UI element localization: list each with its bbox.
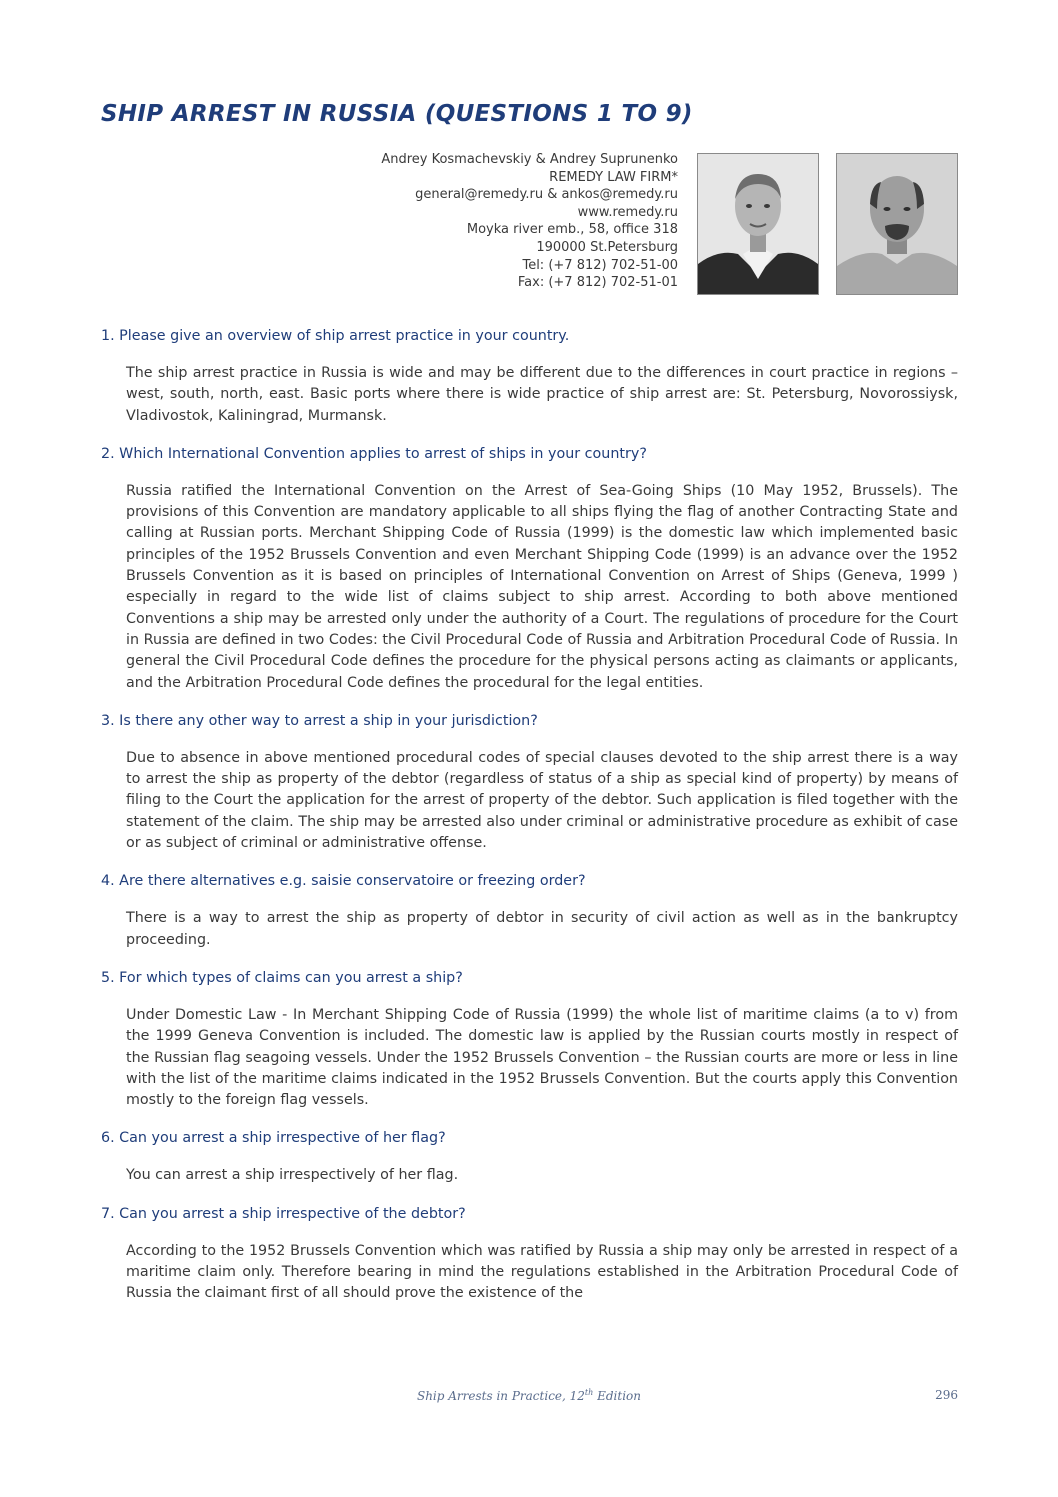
author-photo-1	[697, 153, 819, 295]
footer-publication-title	[0, 1388, 1058, 1403]
author-photo-2	[836, 153, 958, 295]
answer-1: The ship arrest practice in Russia is wide and may be different due to the differences in court practice in regions – west, south, north, east. Basic ports where there is wide practice of ship arrest are: St. Petersburg, Novorossiysk, Vladivostok, Kaliningrad, Murmansk.	[126, 365, 958, 424]
answer-3: Due to absence in above mentioned procedural codes of special clauses devoted to the ship arrest there is a way to arrest the ship as property of the debtor (regardless of status of a ship as special kind of property) by means of filing to the Court the application for the arrest of property of the debtor. Such application is filed together with the statement of the claim. The ship may be arrested also under criminal or administrative procedure as exhibit of case or as subject of criminal or administrative offense.	[126, 749, 958, 852]
answer-2: Russia ratified the International Convention on the Arrest of Sea-Going Ships (10 May 1952, Brussels). The provisions of this Convention are mandatory applicable to all ships flying the flag of another Contracting State and calling at Russian ports. Merchant Shipping Code of Russia (1999) is the domestic law which implemented basic principles of the 1952 Brussels Convention and even Merchant Shipping Code (1999) is an advance over the 1952 Brussels Convention as it is based on principles of International Convention on Arrest of Ships (Geneva, 1999 ) especially in regard to the wide list of claims subject to ship arrest. According to both above mentioned Conventions a ship may be arrested only under the authority of a Court. The regulations of procedure for the Court in Russia are defined in two Codes: the Civil Procedural Code of Russia and Arbitration Procedural Code of Russia. In general the Civil Procedural Code defines the procedure for the physical persons acting as claimants or applicants, and the Arbitration Procedural Code defines the procedural for the legal entities.	[126, 482, 958, 691]
page-title: SHIP ARREST IN RUSSIA (QUESTIONS 1 TO 9)	[101, 101, 693, 127]
question-6: 6. Can you arrest a ship irrespective of her flag?	[101, 1130, 446, 1147]
law-firm-name: REMEDY LAW FIRM*	[549, 169, 678, 185]
qa-section-3	[101, 711, 958, 854]
author-emails[interactable]: general@remedy.ru & ankos@remedy.ru	[415, 187, 678, 203]
author-names: Andrey Kosmachevskiy & Andrey Suprunenko	[381, 152, 678, 167]
answer-5: Under Domestic Law - In Merchant Shipping Code of Russia (1999) the whole list of maritime claims (a to v) from the 1999 Geneva Convention is included. The domestic law is applied by the Russian courts mostly in respect of the Russian flag seagoing vessels. Under the 1952 Brussels Convention – the Russian courts are more or less in line with the list of the maritime claims indicated in the 1952 Brussels Convention. But the courts apply this Convention mostly to the foreign flag vessels.	[126, 1006, 958, 1109]
question-4: 4. Are there alternatives e.g. saisie conservatoire or freezing order?	[101, 873, 586, 890]
footer-publication-prefix: Ship Arrests in Practice, 12	[416, 1389, 585, 1403]
qa-section-7	[101, 1204, 958, 1305]
question-2: 2. Which International Convention applies to arrest of ships in your country?	[101, 445, 647, 462]
qa-section-2	[101, 444, 958, 694]
qa-section-4	[101, 871, 958, 951]
author-contact-block	[381, 151, 678, 292]
firm-website[interactable]: www.remedy.ru	[577, 204, 678, 220]
question-3: 3. Is there any other way to arrest a ship in your jurisdiction?	[101, 712, 538, 729]
answer-4: There is a way to arrest the ship as property of debtor in security of civil action as well as in the bankruptcy proceeding.	[126, 910, 958, 948]
address-line-1: Moyka river emb., 58, office 318	[466, 222, 678, 238]
footer-edition-suffix: th	[584, 1388, 594, 1397]
qa-content	[101, 326, 958, 1322]
address-line-2: 190000 St.Petersburg	[536, 239, 678, 255]
telephone: Tel: (+7 812) 702-51-00	[522, 257, 678, 273]
qa-section-5	[101, 968, 958, 1111]
answer-6: You can arrest a ship irrespectively of her flag.	[126, 1167, 459, 1184]
qa-section-1	[101, 326, 958, 427]
footer-publication-suffix: Edition	[593, 1389, 642, 1403]
qa-section-6	[101, 1128, 958, 1186]
page-number: 296	[935, 1388, 958, 1402]
question-5: 5. For which types of claims can you arrest a ship?	[101, 969, 463, 986]
fax: Fax: (+7 812) 702-51-01	[517, 275, 678, 291]
question-7: 7. Can you arrest a ship irrespective of the debtor?	[101, 1205, 466, 1222]
question-1: 1. Please give an overview of ship arrest practice in your country.	[101, 328, 570, 344]
answer-7: According to the 1952 Brussels Convention which was ratified by Russia a ship may only be arrested in respect of a maritime claim only. Therefore bearing in mind the regulations established in the Arbitration Procedural Code of Russia the claimant first of all should prove the existence of the	[126, 1242, 958, 1302]
